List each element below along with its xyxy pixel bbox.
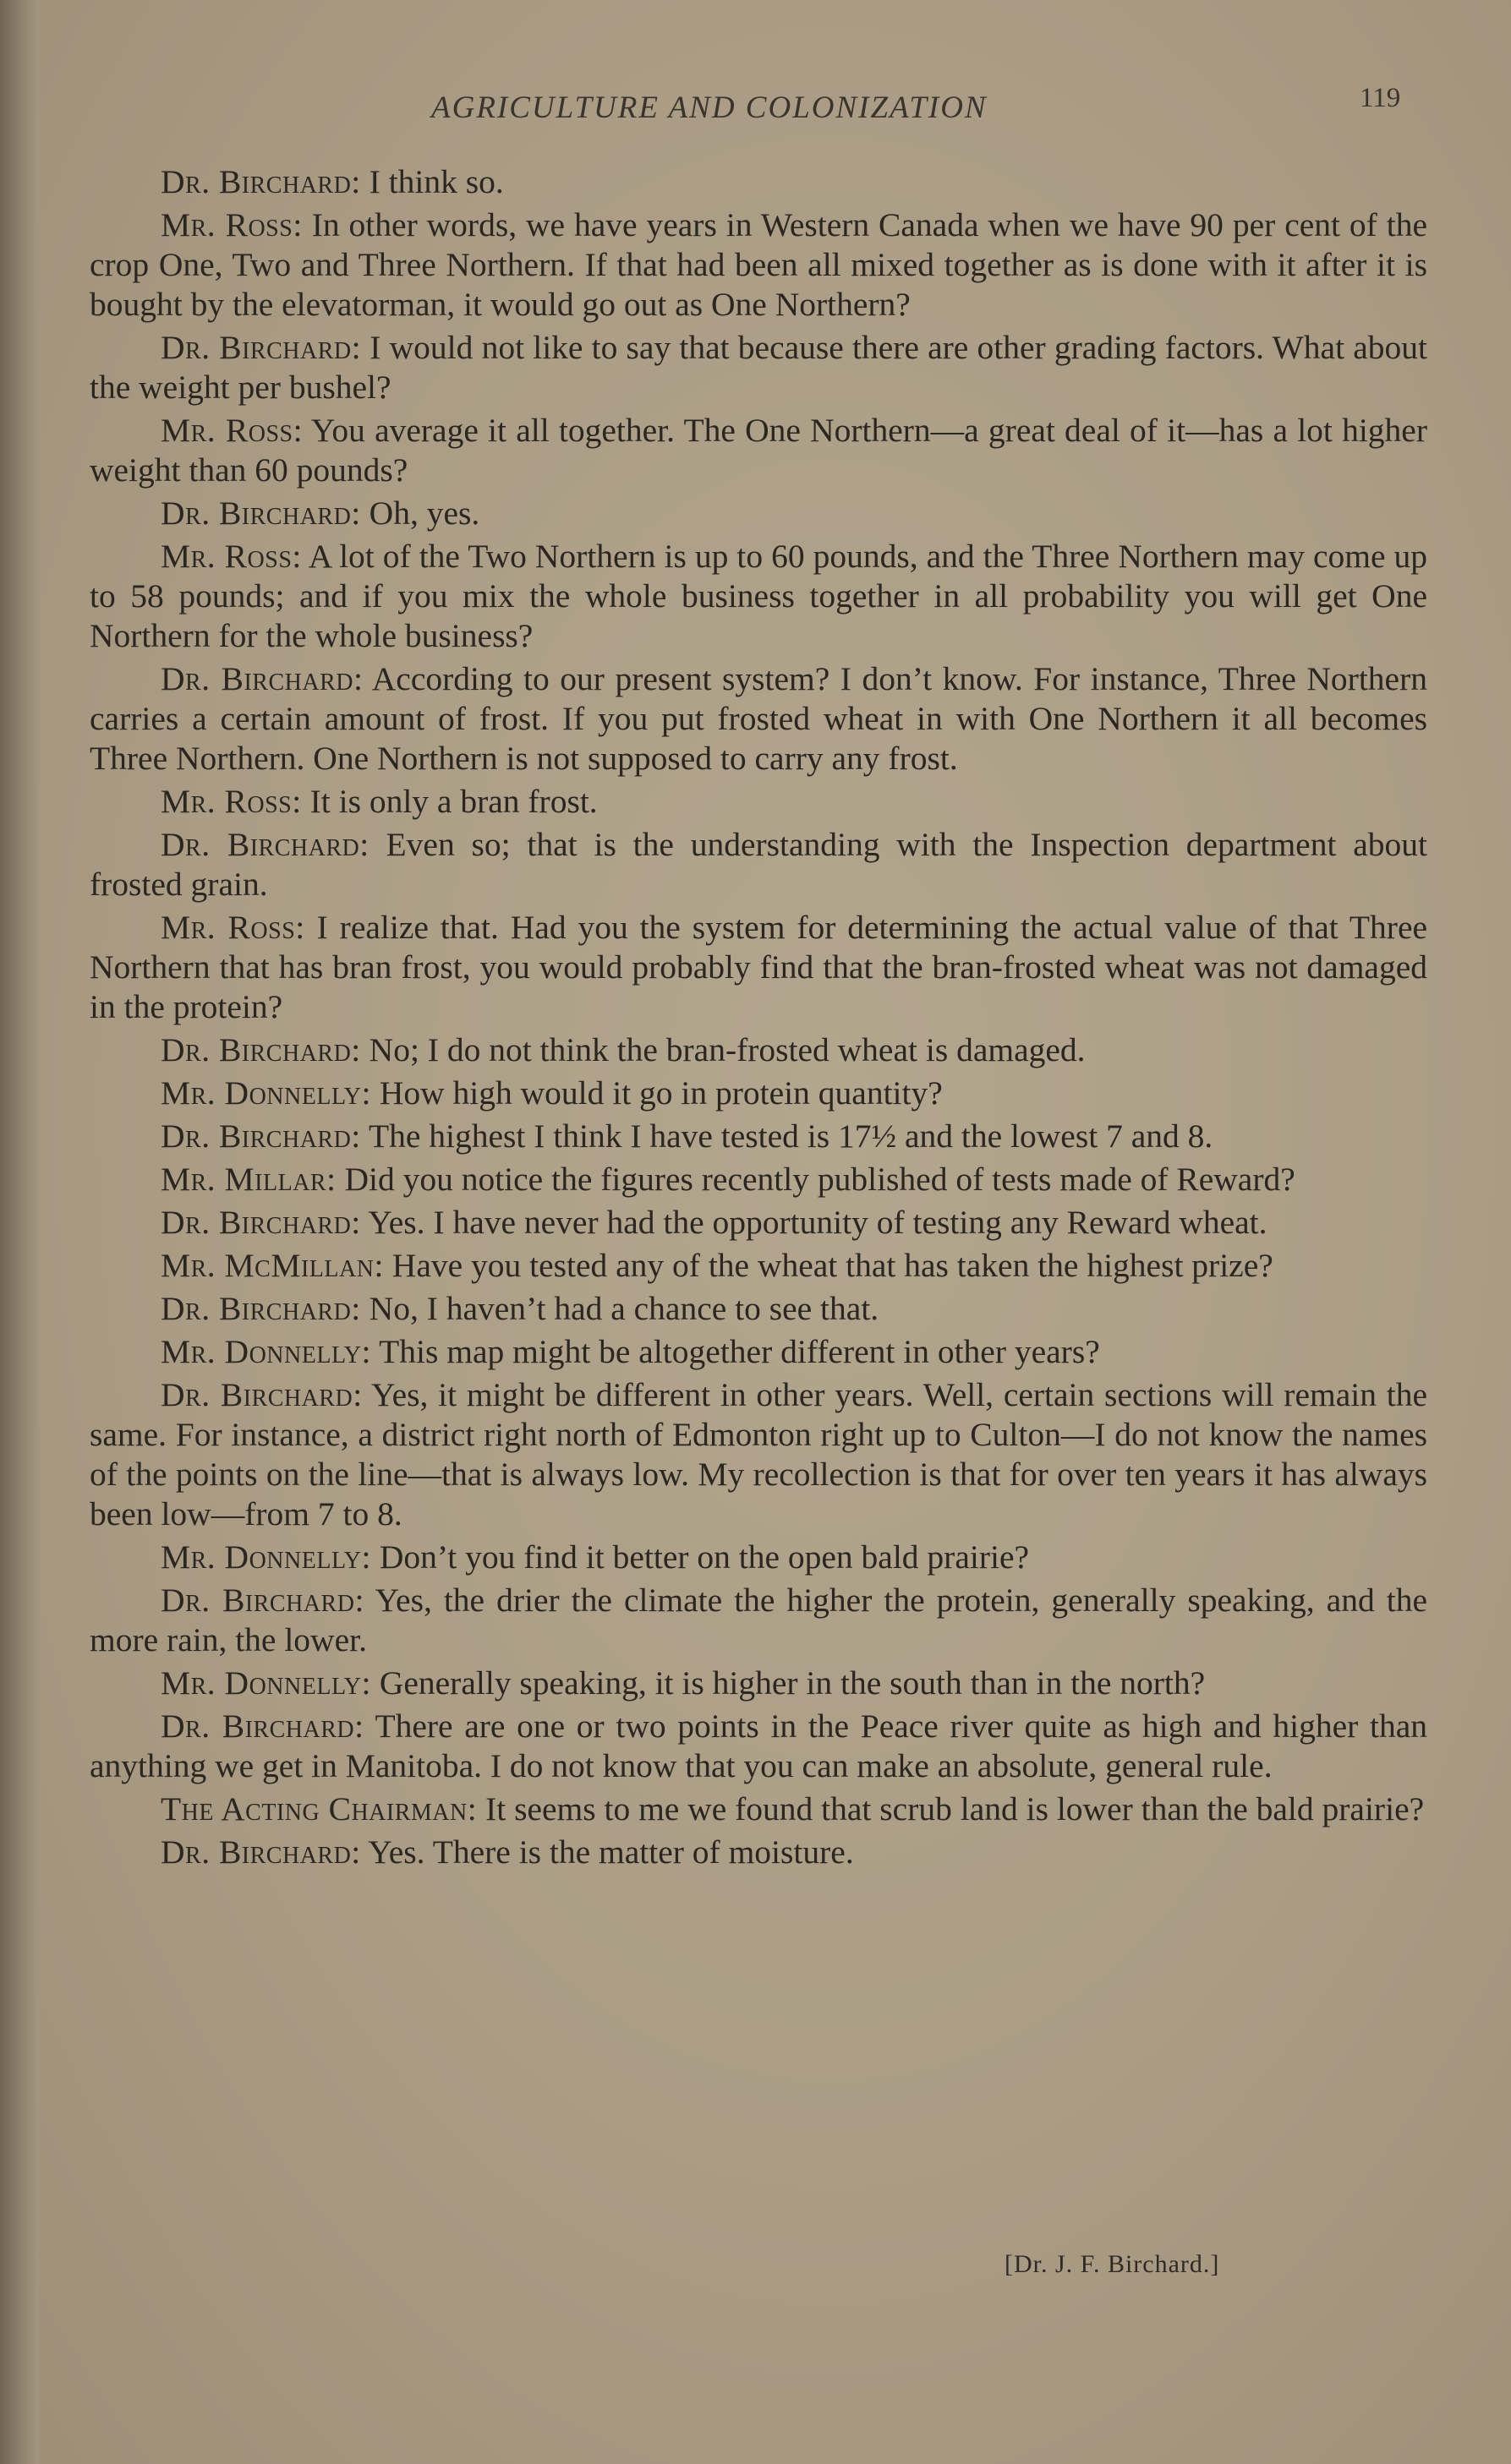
transcript-paragraph (90, 908, 1427, 1027)
transcript-paragraph (90, 328, 1427, 407)
transcript-paragraph (90, 1203, 1427, 1243)
speech-text: This map might be altogether different in other years? (370, 1333, 1100, 1370)
transcript-paragraph (90, 1246, 1427, 1286)
speaker-name: Dr. Birchard: (161, 1707, 364, 1745)
speech-text: Have you tested any of the wheat that has taken the highest prize? (383, 1247, 1273, 1284)
speech-text: No, I haven’t had a chance to see that. (360, 1290, 879, 1327)
speech-text: There are one or two points in the Peace river quite as high and higher than anything we get in Manitoba. I do not know that you can make an absolute, general rule. (90, 1707, 1427, 1784)
speaker-name: Dr. Birchard: (161, 1204, 361, 1241)
transcript-paragraph (90, 782, 1427, 822)
transcript-paragraph (90, 1160, 1427, 1199)
transcript-paragraph (90, 411, 1427, 490)
speech-text: Generally speaking, it is higher in the south than in the north? (370, 1664, 1206, 1702)
speaker-name: Mr. Donnelly: (161, 1333, 371, 1370)
speaker-name: The Acting Chairman: (161, 1790, 478, 1828)
page-binding-edge (0, 0, 39, 2464)
speech-text: You average it all together. The One Northern—a great deal of it—has a lot higher weight than 60 pounds? (90, 412, 1427, 489)
speech-text: It seems to me we found that scrub land is lower than the bald prairie? (477, 1790, 1425, 1828)
speech-text: Did you notice the figures recently published of tests made of Reward? (336, 1161, 1295, 1198)
transcript-paragraph (90, 1332, 1427, 1372)
speech-text: How high would it go in protein quantity? (370, 1074, 943, 1112)
speaker-name: Mr. Ross: (161, 538, 302, 575)
speaker-name: Dr. Birchard: (161, 1290, 361, 1327)
speech-text: I realize that. Had you the system for determining the actual value of that Three Northern that has bran frost, you would probably find that the bran-frosted wheat was not damaged in the protein? (90, 909, 1428, 1025)
speaker-attribution: [Dr. J. F. Birchard.] (1005, 2250, 1220, 2278)
transcript-paragraph (90, 1074, 1427, 1113)
transcript-paragraph (90, 1030, 1427, 1070)
transcript-paragraph (90, 1375, 1427, 1534)
speaker-name: Dr. Birchard: (161, 660, 364, 697)
speaker-name: Mr. Ross: (161, 206, 303, 243)
transcript-paragraph (90, 1707, 1427, 1786)
speaker-name: Dr. Birchard: (161, 494, 361, 532)
speech-text: I think so. (360, 163, 504, 200)
transcript-paragraph (90, 1833, 1427, 1872)
speaker-name: Dr. Birchard: (161, 1582, 364, 1619)
transcript-paragraph (90, 162, 1427, 202)
speaker-name: Dr. Birchard: (161, 329, 362, 366)
speaker-name: Mr. Donnelly: (161, 1664, 371, 1702)
running-head: AGRICULTURE AND COLONIZATION (431, 90, 988, 125)
speaker-name: Dr. Birchard: (161, 1376, 363, 1413)
speech-text: No; I do not think the bran-frosted wheat is damaged. (360, 1031, 1086, 1068)
speech-text: A lot of the Two Northern is up to 60 pounds, and the Three Northern may come up to 58 pounds; and if you mix the whole business together in all probability you will get One Northern for the whole business? (90, 538, 1428, 654)
transcript-paragraph (90, 1789, 1427, 1829)
transcript-paragraph (90, 1289, 1427, 1329)
speaker-name: Mr. McMillan: (161, 1247, 384, 1284)
speaker-name: Dr. Birchard: (161, 1833, 361, 1871)
speech-text: According to our present system? I don’t know. For instance, Three Northern carries a certain amount of frost. If you put frosted wheat in with One Northern it all becomes Three Northern. One Northern is not supposed to carry any frost. (90, 660, 1427, 777)
speaker-name: Mr. Ross: (161, 783, 302, 820)
speech-text: Yes. There is the matter of moisture. (360, 1833, 854, 1871)
page-header (0, 83, 1511, 134)
speech-text: Don’t you find it better on the open bald prairie? (370, 1538, 1030, 1576)
transcript-paragraph (90, 494, 1427, 533)
transcript-paragraph (90, 205, 1427, 325)
speaker-name: Mr. Donnelly: (161, 1074, 371, 1112)
speech-text: In other words, we have years in Western Canada when we have 90 per cent of the crop One, Two and Three Northern. If that had been all mixed together as is done with it after it is bought by the elevatorman, it would go out as One Northern? (90, 206, 1428, 323)
speech-text: It is only a bran frost. (301, 783, 598, 820)
transcript-paragraph (90, 1581, 1427, 1660)
speaker-name: Dr. Birchard: (161, 1117, 361, 1155)
transcript-paragraph (90, 1538, 1427, 1577)
transcript-paragraph (90, 1664, 1427, 1703)
speech-text: Oh, yes. (360, 494, 480, 532)
speaker-name: Dr. Birchard: (161, 163, 361, 200)
speaker-name: Dr. Birchard: (161, 826, 370, 863)
speech-text: Yes. I have never had the opportunity of testing any Reward wheat. (360, 1204, 1267, 1241)
speaker-name: Mr. Ross: (161, 412, 304, 449)
page-number: 119 (1360, 83, 1401, 113)
speech-text: I would not like to say that because there are other grading factors. What about the weight per bushel? (90, 329, 1427, 406)
transcript-body (90, 162, 1427, 1876)
transcript-paragraph (90, 1117, 1427, 1156)
speech-text: Yes, it might be different in other years. Well, certain sections will remain the same. For instance, a district right north of Edmonton right up to Culton—I do not know the names of the points on the line—that is always low. My recollection is that for over ten years it has always been low—from 7 to 8. (90, 1376, 1427, 1532)
speech-text: Even so; that is the understanding with the Inspection department about frosted grain. (90, 826, 1427, 903)
speech-text: The highest I think I have tested is 17½ and the lowest 7 and 8. (360, 1117, 1213, 1155)
speaker-name: Mr. Donnelly: (161, 1538, 371, 1576)
speaker-name: Dr. Birchard: (161, 1031, 361, 1068)
transcript-paragraph (90, 537, 1427, 656)
transcript-paragraph (90, 659, 1427, 779)
speaker-name: Mr. Millar: (161, 1161, 337, 1198)
transcript-paragraph (90, 825, 1427, 904)
speech-text: Yes, the drier the climate the higher the protein, generally speaking, and the more rain, the lower. (90, 1582, 1427, 1658)
speaker-name: Mr. Ross: (161, 909, 305, 946)
